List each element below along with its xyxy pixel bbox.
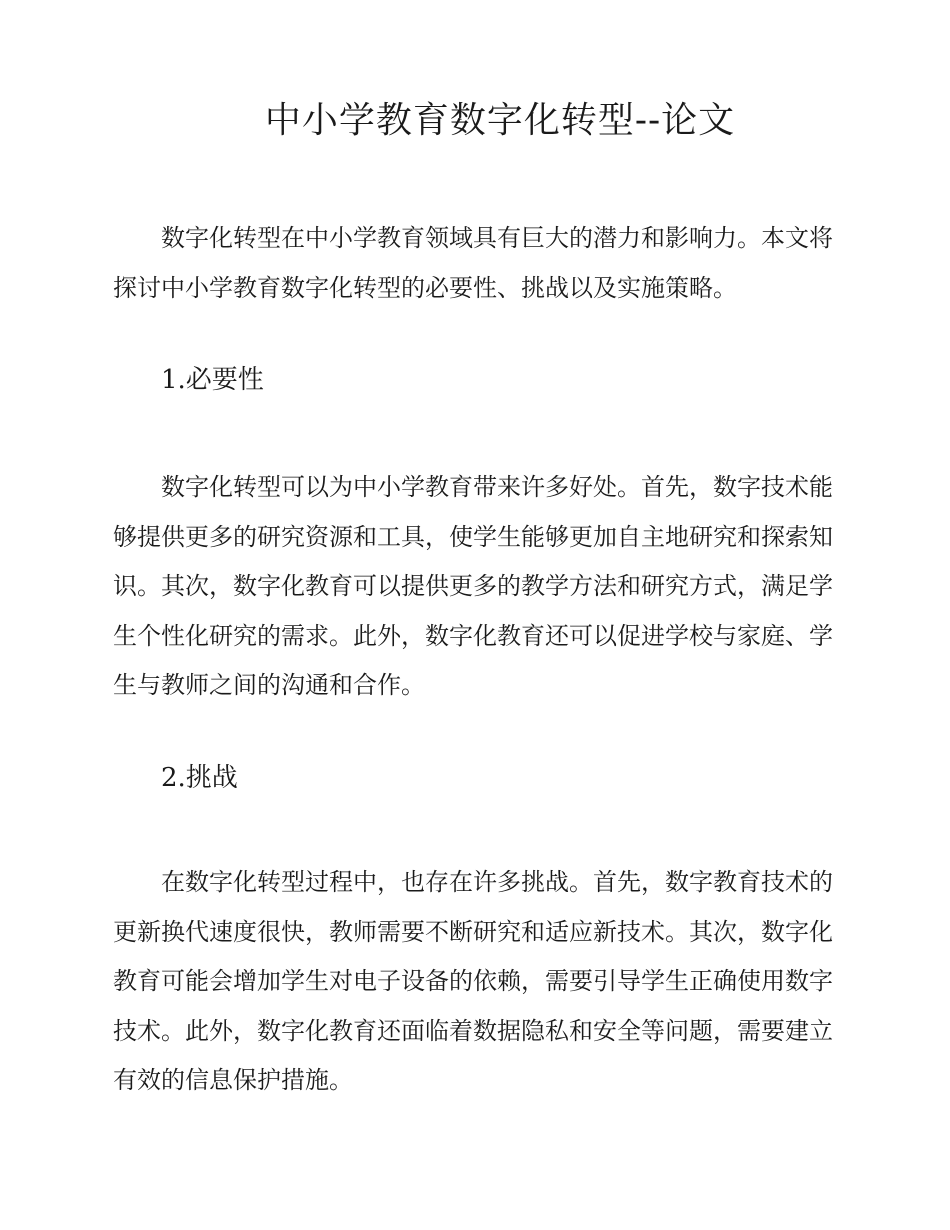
section-heading-necessity: 1.必要性	[161, 365, 264, 395]
section-heading-challenges: 2.挑战	[161, 763, 238, 793]
section-body-necessity: 数字化转型可以为中小学教育带来许多好处。首先，数字技术能够提供更多的研究资源和工具，使学生能够更加自主地研究和探索知识。其次，数字化教育可以提供更多的教学方法和研究方式，满足学生个性化研究的需求。此外，数字化教育还可以促进学校与家庭、学生与教师之间的沟通和合作。	[113, 473, 833, 699]
intro-paragraph: 数字化转型在中小学教育领域具有巨大的潜力和影响力。本文将探讨中小学教育数字化转型的必要性、挑战以及实施策略。	[113, 224, 833, 302]
document-title: 中小学教育数字化转型--论文	[264, 100, 736, 141]
section-body-challenges: 在数字化转型过程中，也存在许多挑战。首先，数字教育技术的更新换代速度很快，教师需要不断研究和适应新技术。其次，数字化教育可能会增加学生对电子设备的依赖，需要引导学生正确使用数字技术。此外，数字化教育还面临着数据隐私和安全等问题，需要建立有效的信息保护措施。	[113, 868, 833, 1094]
